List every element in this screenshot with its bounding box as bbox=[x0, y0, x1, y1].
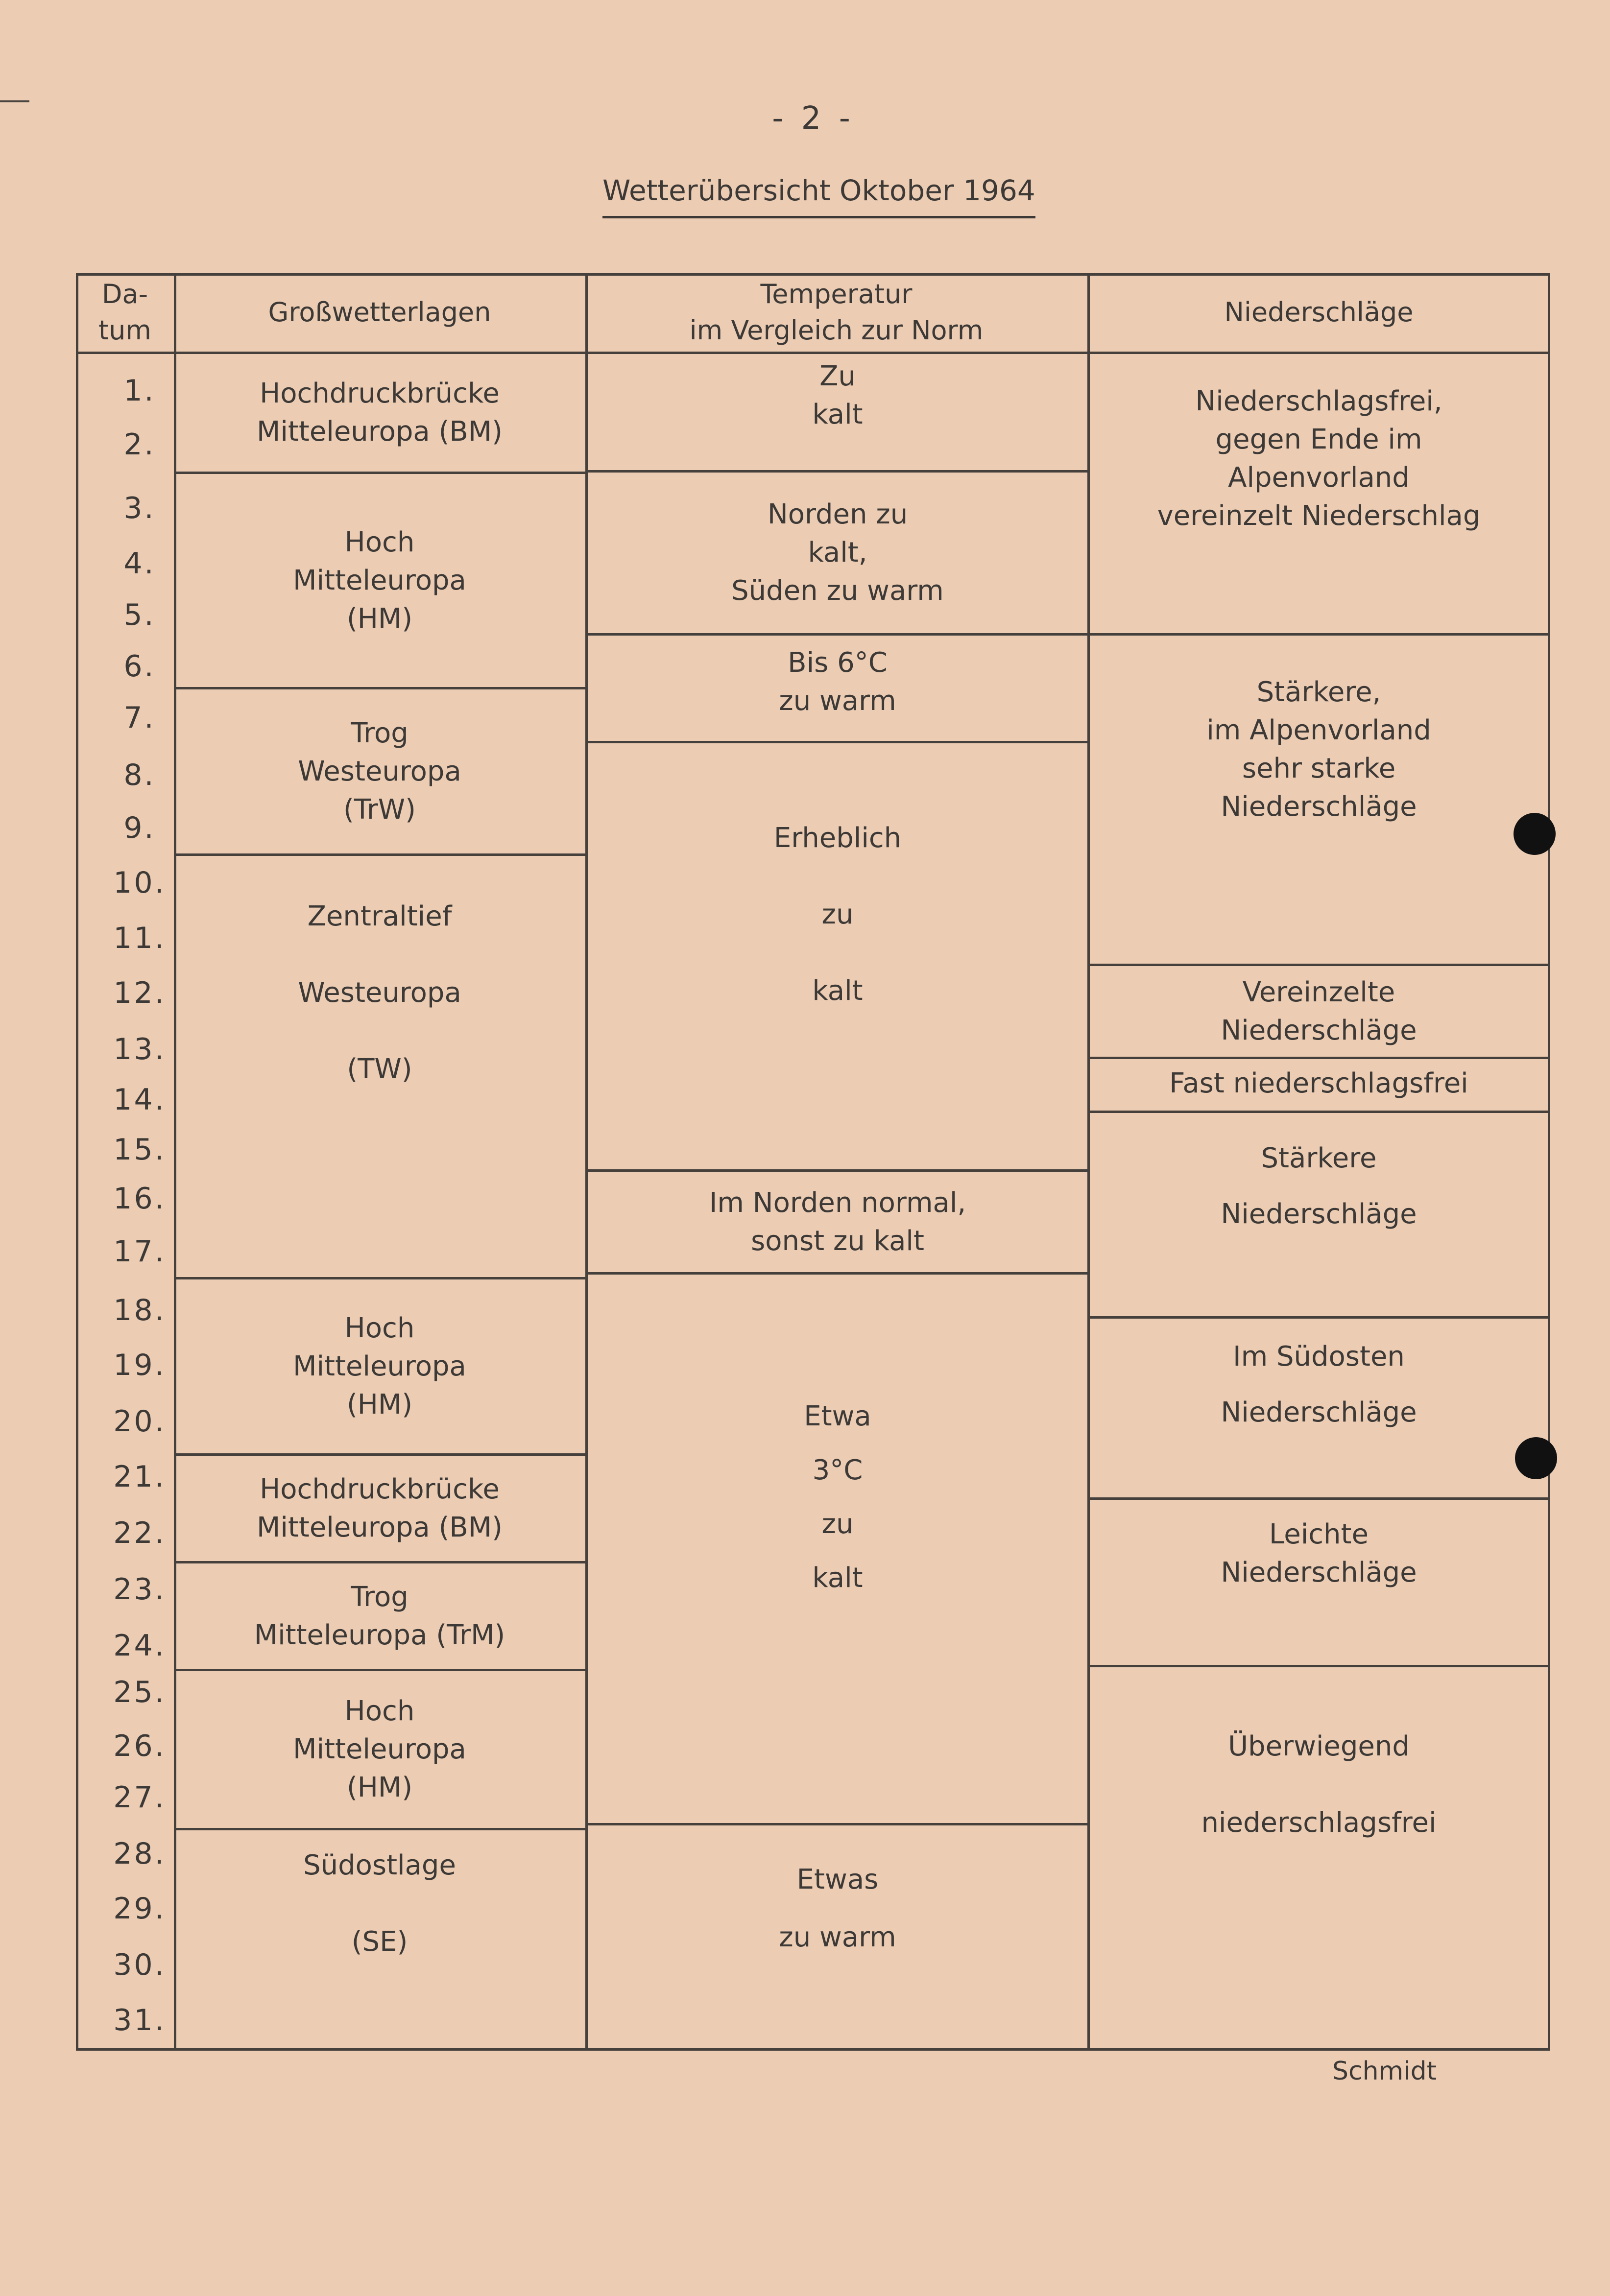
grosswetterlage-cell: Trog Mitteleuropa (TrM) bbox=[254, 1581, 505, 1651]
temperatur-cell: Erheblich zu kalt bbox=[773, 822, 902, 1007]
temperatur-cell: Bis 6°C zu warm bbox=[779, 647, 896, 717]
day-number: 23. bbox=[113, 1572, 166, 1607]
temperatur-cell: Im Norden normal, sonst zu kalt bbox=[709, 1186, 966, 1257]
day-number: 20. bbox=[113, 1404, 166, 1439]
day-number: 27. bbox=[113, 1780, 166, 1815]
day-number: 24. bbox=[113, 1629, 166, 1663]
niederschlag-cell: Leichte Niederschläge bbox=[1221, 1518, 1417, 1588]
grosswetterlage-cell: Hoch Mitteleuropa (HM) bbox=[293, 526, 466, 635]
day-number: 15. bbox=[113, 1133, 166, 1167]
document-title: Wetterübersicht Oktober 1964 bbox=[602, 174, 1035, 218]
grosswetterlage-cell: Hochdruckbrücke Mitteleuropa (BM) bbox=[257, 378, 503, 448]
day-number: 17. bbox=[113, 1234, 166, 1269]
day-number: 31. bbox=[113, 2003, 166, 2037]
grosswetterlage-cell: Hoch Mitteleuropa (HM) bbox=[293, 1312, 466, 1420]
day-number: 6. bbox=[123, 649, 156, 684]
header-niederschlaege: Niederschläge bbox=[1224, 297, 1414, 328]
niederschlag-cell: Stärkere Niederschläge bbox=[1221, 1142, 1417, 1230]
day-number: 11. bbox=[113, 921, 166, 955]
temperatur-cell: Norden zu kalt, Süden zu warm bbox=[731, 498, 944, 607]
day-number: 3. bbox=[123, 491, 156, 525]
day-number: 2. bbox=[123, 427, 156, 462]
day-number: 18. bbox=[113, 1293, 166, 1327]
weather-table bbox=[76, 273, 1550, 2051]
day-number: 19. bbox=[113, 1348, 166, 1382]
niederschlag-cell: Vereinzelte Niederschläge bbox=[1221, 976, 1417, 1046]
signature: Schmidt bbox=[1332, 2057, 1437, 2086]
day-number: 5. bbox=[123, 598, 156, 632]
niederschlag-cell: Stärkere, im Alpenvorland sehr starke Niederschläge bbox=[1206, 676, 1431, 823]
grosswetterlage-cell: Trog Westeuropa (TrW) bbox=[298, 717, 461, 826]
day-number: 21. bbox=[113, 1460, 166, 1494]
day-number: 14. bbox=[113, 1083, 166, 1117]
grosswetterlage-cell: Hoch Mitteleuropa (HM) bbox=[293, 1695, 466, 1803]
day-number: 7. bbox=[123, 701, 156, 735]
temperatur-cell: Etwa 3°C zu kalt bbox=[804, 1400, 871, 1594]
grosswetterlage-cell: Südostlage (SE) bbox=[303, 1849, 456, 1958]
day-number: 12. bbox=[113, 976, 166, 1010]
day-number: 26. bbox=[113, 1729, 166, 1763]
niederschlag-cell: Im Südosten Niederschläge bbox=[1221, 1341, 1417, 1428]
temperatur-cell: Zu kalt bbox=[812, 360, 863, 430]
page-number: - 2 - bbox=[772, 100, 854, 137]
day-number: 8. bbox=[123, 758, 156, 792]
day-number: 28. bbox=[113, 1837, 166, 1871]
edge-mark bbox=[0, 100, 29, 102]
grosswetterlage-cell: Zentraltief Westeuropa (TW) bbox=[298, 900, 461, 1085]
day-number: 22. bbox=[113, 1516, 166, 1550]
day-number: 30. bbox=[113, 1948, 166, 1982]
day-number: 16. bbox=[113, 1182, 166, 1216]
day-number: 1. bbox=[123, 374, 156, 408]
niederschlag-cell: Niederschlagsfrei, gegen Ende im Alpenvorland vereinzelt Niederschlag bbox=[1157, 385, 1481, 532]
header-grosswetterlagen: Großwetterlagen bbox=[268, 297, 491, 328]
day-number: 25. bbox=[113, 1675, 166, 1709]
grosswetterlage-cell: Hochdruckbrücke Mitteleuropa (BM) bbox=[257, 1473, 503, 1543]
day-number: 13. bbox=[113, 1032, 166, 1066]
day-number: 9. bbox=[123, 811, 156, 845]
day-number: 10. bbox=[113, 866, 166, 900]
header-temperatur: Temperatur im Vergleich zur Norm bbox=[689, 279, 984, 346]
punch-hole bbox=[1514, 813, 1556, 855]
temperatur-cell: Etwas zu warm bbox=[779, 1864, 896, 1953]
punch-hole bbox=[1515, 1437, 1557, 1479]
niederschlag-cell: Überwiegend niederschlagsfrei bbox=[1201, 1730, 1437, 1839]
header-datum: Da- tum bbox=[98, 279, 151, 346]
day-number: 4. bbox=[123, 546, 156, 581]
day-number: 29. bbox=[113, 1892, 166, 1926]
niederschlag-cell: Fast niederschlagsfrei bbox=[1169, 1067, 1468, 1099]
